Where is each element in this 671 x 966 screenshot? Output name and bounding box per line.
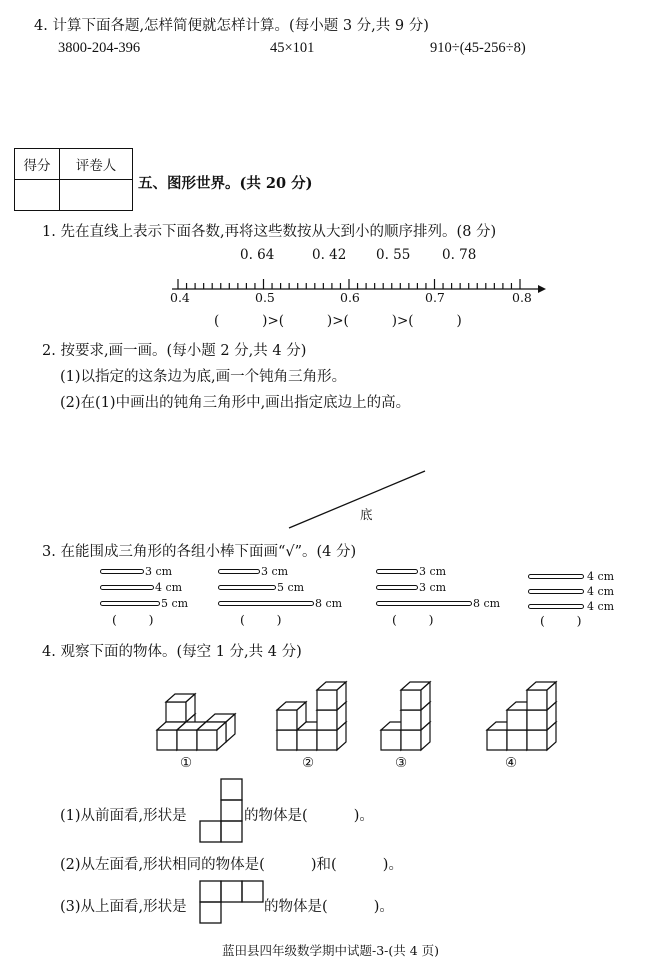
stick-label: 3 cm (419, 581, 447, 594)
q1-number-1: 0. 64 (240, 247, 275, 263)
check-blank-4[interactable]: ( ) (540, 613, 582, 628)
figure-label-3: ③ (395, 755, 408, 771)
figure-label-4: ④ (505, 755, 518, 771)
calc-expr-3: 910÷(45-256÷8) (430, 40, 526, 56)
check-blank-1[interactable]: ( ) (112, 612, 154, 627)
stick-label: 4 cm (587, 585, 615, 598)
stick-label: 5 cm (161, 597, 189, 610)
tick-label-0-5: 0.5 (255, 290, 275, 305)
calc-expr-2: 45×101 (270, 40, 315, 56)
stick-label: 8 cm (473, 597, 501, 610)
tick-label-0-8: 0.8 (512, 290, 532, 305)
q4-sub3-prefix: (3)从上面看,形状是 (60, 899, 187, 915)
q4-sub1-prefix: (1)从前面看,形状是 (60, 808, 187, 824)
calc-expr-1: 3800-204-396 (58, 40, 141, 56)
q4-calc-heading: 4. 计算下面各题,怎样简便就怎样计算。(每小题 3 分,共 9 分) (34, 18, 429, 34)
q4-sub1-answer[interactable]: 的物体是( )。 (244, 808, 374, 824)
section5-heading: 五、图形世界。(共 20 分) (138, 175, 313, 192)
tick-label-0-6: 0.6 (340, 290, 360, 305)
tick-label-0-7: 0.7 (425, 290, 445, 305)
check-blank-3[interactable]: ( ) (392, 612, 434, 627)
score-header: 得分 (15, 149, 60, 180)
q2-item-1: (1)以指定的这条边为底,画一个钝角三角形。 (60, 369, 347, 385)
check-blank-2[interactable]: ( ) (240, 612, 282, 627)
stick-label: 4 cm (587, 570, 615, 583)
q4-sub2[interactable]: (2)从左面看,形状相同的物体是( )和( )。 (60, 857, 403, 873)
stick-label: 3 cm (419, 565, 447, 578)
page-footer: 蓝田县四年级数学期中试题-3-(共 4 页) (222, 943, 440, 958)
q4-sub3-answer[interactable]: 的物体是( )。 (264, 899, 394, 915)
stick-label: 4 cm (587, 600, 615, 613)
figure-label-2: ② (302, 755, 315, 771)
q2-item-2: (2)在(1)中画出的钝角三角形中,画出指定底边上的高。 (60, 395, 411, 411)
q4-obs-heading: 4. 观察下面的物体。(每空 1 分,共 4 分) (42, 644, 302, 660)
tick-label-0-4: 0.4 (170, 290, 190, 305)
grader-header: 评卷人 (60, 149, 133, 180)
q1-number-3: 0. 55 (376, 247, 411, 263)
stick-label: 4 cm (155, 581, 183, 594)
stick-label: 5 cm (277, 581, 305, 594)
stick-label: 3 cm (145, 565, 173, 578)
stick-label: 3 cm (261, 565, 289, 578)
q3-heading: 3. 在能围成三角形的各组小棒下面画“√”。(4 分) (42, 544, 357, 560)
figure-label-1: ① (180, 755, 193, 771)
order-blanks[interactable]: ( )>( )>( )>( ) (214, 313, 462, 329)
q2-heading: 2. 按要求,画一画。(每小题 2 分,共 4 分) (42, 343, 307, 359)
stick-label: 8 cm (315, 597, 343, 610)
q1-number-2: 0. 42 (312, 247, 347, 263)
base-label: 底 (360, 507, 373, 522)
q1-number-4: 0. 78 (442, 247, 477, 263)
q1-heading: 1. 先在直线上表示下面各数,再将这些数按从大到小的顺序排列。(8 分) (42, 224, 497, 240)
